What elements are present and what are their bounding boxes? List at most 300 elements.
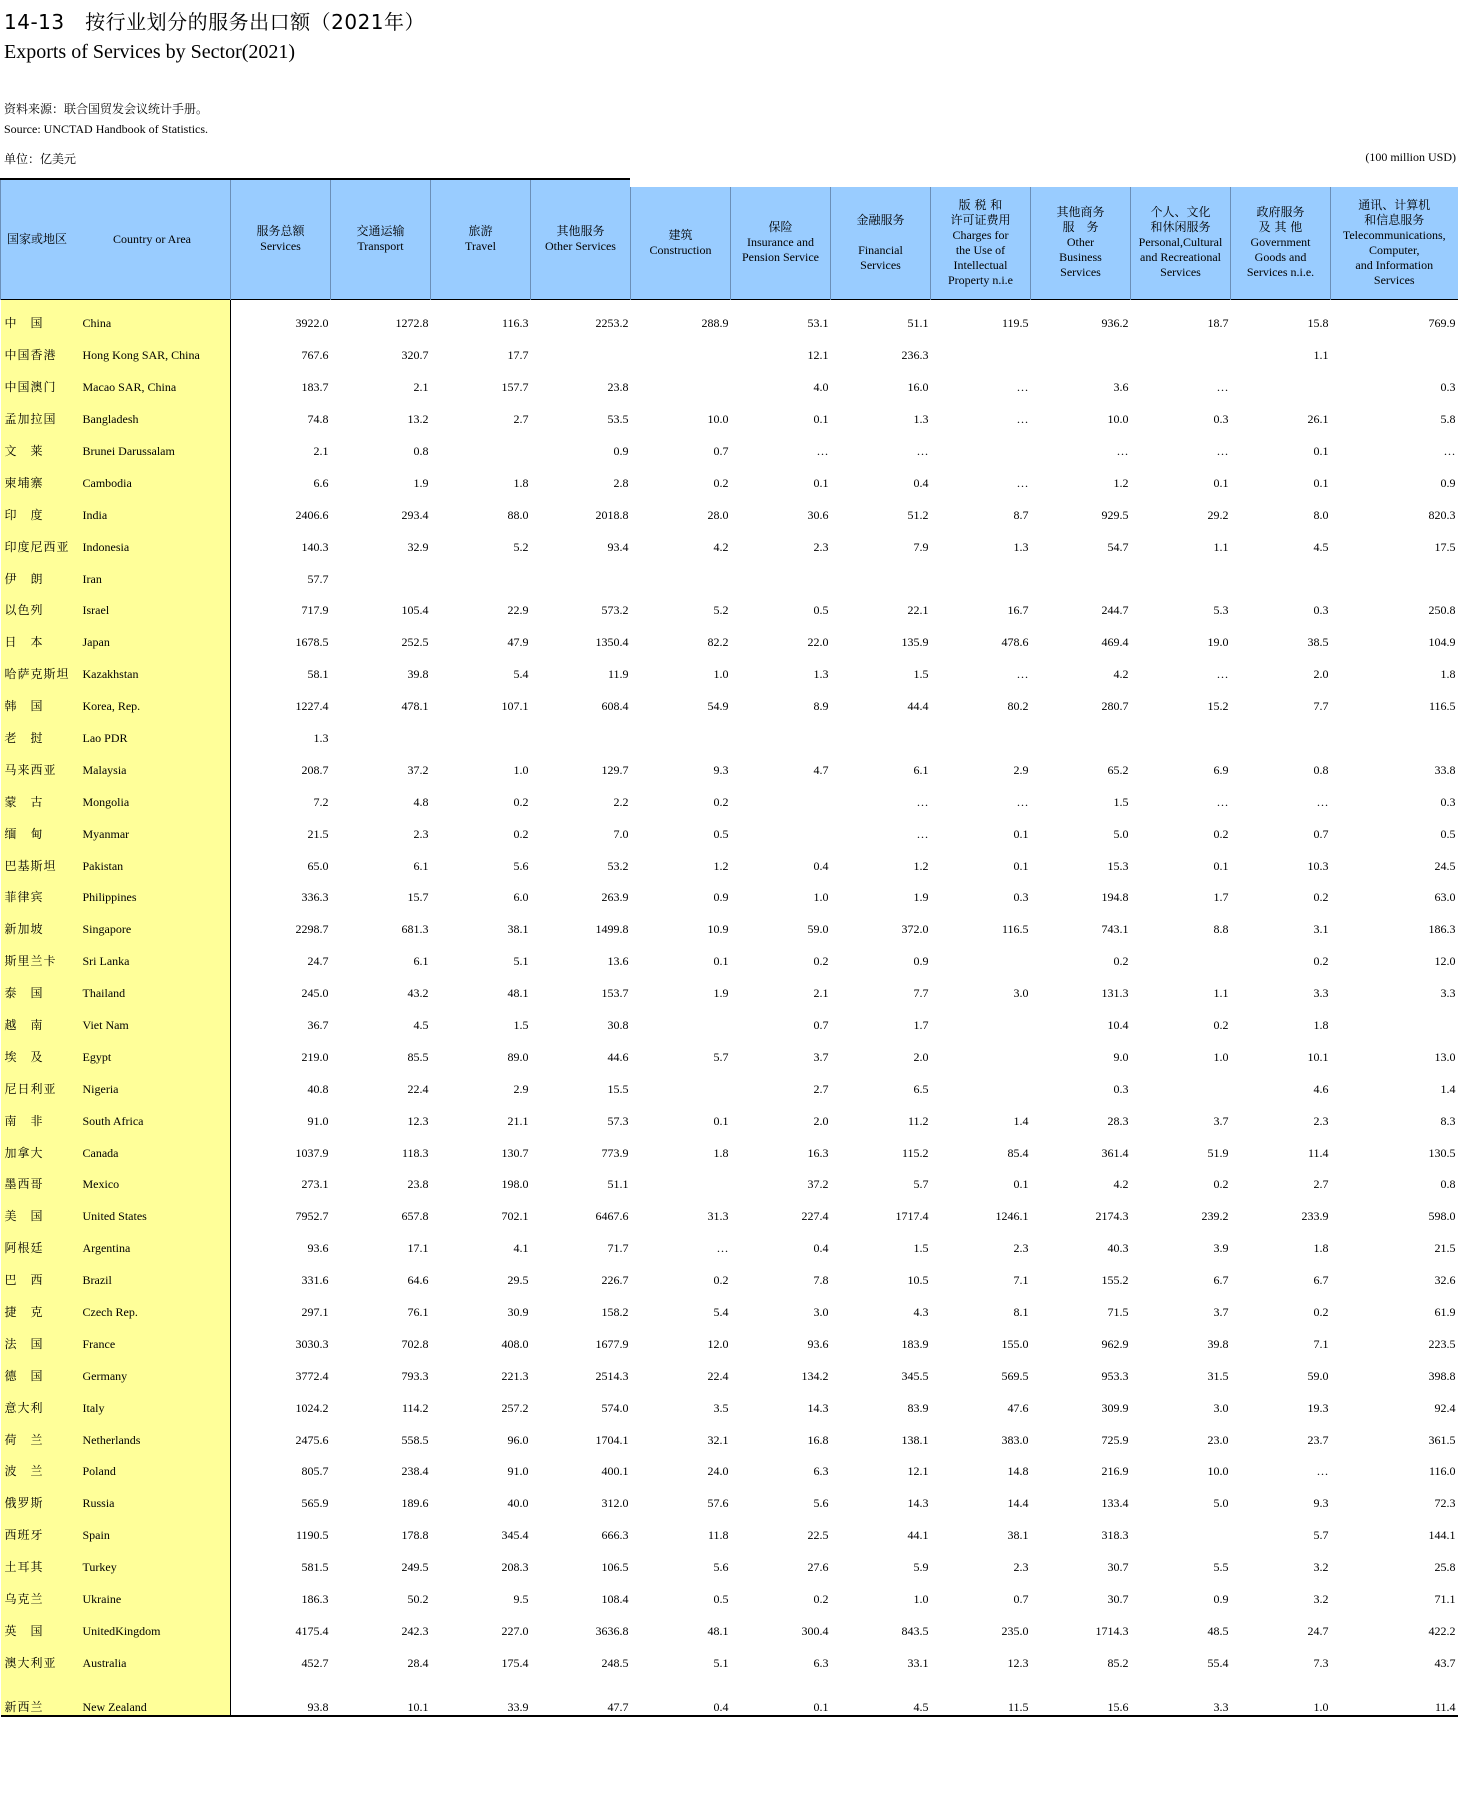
value-cell: 15.5 (607, 1081, 629, 1096)
table-row (1, 1161, 1458, 1193)
value-cell: 51.1 (907, 316, 929, 331)
value-cell: 0.2 (513, 794, 529, 809)
value-cell: 769.9 (1428, 316, 1456, 331)
value-cell: 93.8 (307, 1699, 329, 1714)
value-cell: 5.9 (913, 1560, 929, 1575)
country-cell (1, 969, 231, 1001)
value-cell (731, 555, 831, 587)
value-cell: 478.6 (1001, 635, 1029, 650)
value-cell (1031, 555, 1131, 587)
value-cell: 5.2 (513, 539, 529, 554)
value-cell: 3.2 (1313, 1592, 1329, 1607)
value-cell: 1.2 (913, 858, 929, 873)
value-cell: 3.5 (713, 1400, 729, 1415)
value-cell: … (1216, 667, 1229, 682)
country-cell (1, 810, 231, 842)
table-row (1, 459, 1458, 491)
value-cell: 4175.4 (295, 1623, 329, 1638)
country-name-en: Egypt (82, 1049, 112, 1064)
value-cell: 1.3 (813, 667, 829, 682)
value-cell: 6.0 (513, 890, 529, 905)
country-cell (1, 491, 231, 523)
value-cell: 0.2 (1313, 1305, 1329, 1319)
value-cell (1231, 555, 1331, 587)
value-cell: 10.5 (907, 1273, 929, 1288)
value-cell: 30.7 (1107, 1592, 1129, 1607)
country-cell (1, 1639, 231, 1671)
value-cell: 478.1 (401, 699, 429, 714)
value-cell: 1677.9 (595, 1336, 629, 1351)
country-name-en: Spain (82, 1528, 110, 1543)
country-name-en: Israel (82, 603, 110, 618)
value-cell (631, 1161, 731, 1193)
header-col-12-line: and Information (1355, 257, 1434, 272)
value-cell: 31.3 (707, 1209, 729, 1224)
value-cell: 2.3 (1013, 1241, 1029, 1256)
value-cell: 0.3 (1013, 890, 1029, 905)
value-cell: 6.3 (813, 1464, 829, 1479)
value-cell: 0.1 (813, 412, 829, 427)
value-cell: 12.3 (1007, 1655, 1029, 1670)
country-cell (1, 650, 231, 682)
value-cell (931, 1065, 1031, 1097)
value-cell (1131, 331, 1231, 363)
header-col-1-line: 服务总额 (256, 224, 305, 239)
value-cell (1331, 1001, 1458, 1033)
value-cell: 1.0 (1313, 1699, 1329, 1714)
country-cell (1, 746, 231, 778)
value-cell: 1.1 (1213, 986, 1229, 1001)
value-cell: 398.8 (1428, 1368, 1456, 1383)
country-name-cn: 西班牙 (4, 1528, 44, 1543)
header-col-3-line: 旅游 (468, 224, 493, 239)
table-row (1, 1129, 1458, 1161)
value-cell (1131, 937, 1231, 969)
value-cell: … (1316, 794, 1329, 809)
table-row (1, 1097, 1458, 1129)
value-cell: 235.0 (1001, 1623, 1029, 1638)
value-cell: 331.6 (301, 1273, 329, 1288)
table-row (1, 842, 1458, 874)
country-name-cn: 巴基斯坦 (4, 858, 57, 873)
value-cell: 361.4 (1101, 1145, 1129, 1160)
country-cell (1, 1448, 231, 1480)
value-cell: 0.2 (813, 954, 829, 969)
country-cell (1, 1416, 231, 1448)
value-cell (531, 555, 631, 587)
value-cell: 3.0 (1013, 986, 1029, 1001)
value-cell: 773.9 (601, 1145, 629, 1160)
header-col-7-line: 金融服务 (856, 212, 905, 227)
country-name-cn: 俄罗斯 (4, 1496, 44, 1511)
value-cell: 805.7 (301, 1464, 329, 1479)
value-cell: 5.5 (1213, 1560, 1229, 1575)
value-cell: 16.8 (807, 1432, 829, 1447)
country-name-cn: 荷 兰 (4, 1432, 44, 1447)
value-cell: 30.6 (807, 507, 829, 522)
value-cell: 0.2 (713, 1273, 729, 1288)
value-cell: 54.9 (707, 699, 729, 714)
value-cell: 17.5 (1434, 539, 1456, 554)
source-en: Source: UNCTAD Handbook of Statistics. (4, 122, 209, 136)
value-cell: 9.0 (1113, 1049, 1129, 1064)
value-cell: 962.9 (1101, 1336, 1129, 1351)
value-cell: 0.9 (713, 890, 729, 905)
value-cell: 82.2 (707, 635, 729, 650)
value-cell: … (1016, 412, 1029, 427)
header-col-9-line: Other (1066, 235, 1095, 250)
table-row (1, 1416, 1458, 1448)
table-row (1, 1575, 1458, 1607)
value-cell: 5.1 (513, 954, 529, 969)
value-cell: 17.7 (507, 348, 529, 363)
value-cell: 2.0 (1313, 667, 1329, 682)
country-cell (1, 1001, 231, 1033)
value-cell: 0.8 (413, 443, 429, 458)
value-cell: 6.1 (413, 858, 429, 873)
value-cell: 573.2 (601, 603, 629, 618)
value-cell: 11.9 (607, 667, 629, 682)
country-cell (1, 1671, 231, 1716)
country-name-cn: 澳大利亚 (4, 1655, 57, 1670)
value-cell: 119.5 (1001, 316, 1029, 331)
value-cell: 22.1 (907, 603, 929, 618)
country-cell (1, 1288, 231, 1320)
value-cell: 0.7 (1313, 826, 1329, 841)
value-cell: 3030.3 (295, 1336, 329, 1351)
value-cell: 15.7 (407, 890, 429, 905)
country-name-en: Thailand (82, 986, 126, 1001)
value-cell: 28.0 (707, 507, 729, 522)
header-col-7-line: Financial (858, 242, 903, 257)
table-row (1, 778, 1458, 810)
value-cell: 93.6 (307, 1241, 329, 1256)
value-cell: 5.0 (1213, 1496, 1229, 1511)
table-row (1, 969, 1458, 1001)
value-cell: 44.1 (907, 1528, 929, 1543)
value-cell: 1.7 (913, 1017, 929, 1032)
value-cell: 22.5 (807, 1528, 829, 1543)
value-cell: 2.3 (413, 826, 429, 841)
value-cell: 345.4 (501, 1528, 529, 1543)
value-cell: 0.1 (713, 954, 729, 969)
value-cell: 21.1 (507, 1113, 529, 1128)
value-cell: 8.9 (813, 699, 829, 714)
value-cell: … (916, 443, 929, 458)
value-cell: 681.3 (401, 922, 429, 937)
value-cell: 219.0 (301, 1049, 329, 1064)
header-col-6-line: 保险 (768, 220, 793, 235)
country-name-cn: 乌克兰 (4, 1592, 44, 1607)
value-cell: 108.4 (601, 1592, 629, 1607)
country-name-en: Argentina (82, 1241, 131, 1256)
header-col-1-line: Services (260, 239, 301, 254)
value-cell: 318.3 (1101, 1528, 1129, 1543)
country-name-cn: 斯里兰卡 (4, 954, 57, 969)
value-cell (1331, 555, 1458, 587)
value-cell: 1.8 (1313, 1017, 1329, 1032)
value-cell: 6.9 (1213, 762, 1229, 777)
country-name-cn: 意大利 (4, 1400, 44, 1415)
table-row (1, 905, 1458, 937)
value-cell: 843.5 (901, 1623, 929, 1638)
header-col-9 (1031, 179, 1131, 299)
value-cell: 4.5 (1313, 539, 1329, 554)
value-cell: 2514.3 (595, 1368, 629, 1383)
value-cell: 10.4 (1107, 1017, 1129, 1032)
country-cell (1, 1479, 231, 1511)
value-cell: 1.8 (513, 475, 529, 490)
header-col-5-line: 建筑 (668, 227, 693, 242)
country-cell (1, 395, 231, 427)
value-cell: 0.3 (1313, 603, 1329, 618)
country-cell (1, 1129, 231, 1161)
table-row (1, 937, 1458, 969)
value-cell (431, 427, 531, 459)
header-col-8-line: 许可证费用 (950, 212, 1011, 227)
value-cell: 8.8 (1213, 922, 1229, 937)
header-col-12-line: 和信息服务 (1364, 212, 1425, 227)
country-name-cn: 蒙 古 (4, 794, 44, 809)
value-cell: 1.1 (1313, 348, 1329, 363)
country-cell (1, 842, 231, 874)
value-cell: 59.0 (807, 922, 829, 937)
country-name-cn: 南 非 (4, 1113, 44, 1128)
country-name-cn: 尼日利亚 (4, 1081, 57, 1096)
value-cell: 297.1 (301, 1305, 329, 1319)
country-name-cn: 老 挝 (4, 730, 44, 745)
value-cell: 21.5 (1434, 1241, 1456, 1256)
country-name-en: Mongolia (82, 794, 130, 809)
value-cell: 3.0 (813, 1305, 829, 1319)
value-cell: 1024.2 (295, 1400, 329, 1415)
value-cell: 183.9 (901, 1336, 929, 1351)
value-cell: 273.1 (301, 1177, 329, 1192)
value-cell: … (1016, 667, 1029, 682)
value-cell: 0.1 (1313, 475, 1329, 490)
header-col-11-line: Government (1250, 235, 1311, 250)
country-name-cn: 巴 西 (4, 1273, 44, 1288)
value-cell: 574.0 (601, 1400, 629, 1415)
value-cell: 57.3 (607, 1113, 629, 1128)
value-cell: 130.7 (501, 1145, 529, 1160)
value-cell: 134.2 (801, 1368, 829, 1383)
value-cell: 93.6 (807, 1336, 829, 1351)
country-cell (1, 1065, 231, 1097)
value-cell: 7.3 (1313, 1655, 1329, 1670)
country-name-cn: 新加坡 (4, 922, 44, 937)
country-cell (1, 874, 231, 906)
value-cell: 1.3 (1013, 539, 1029, 554)
value-cell: … (1216, 443, 1229, 458)
value-cell: 5.2 (713, 603, 729, 618)
value-cell: 129.7 (601, 762, 629, 777)
value-cell: 53.5 (607, 412, 629, 427)
table-row (1, 555, 1458, 587)
value-cell: 43.7 (1434, 1655, 1456, 1670)
header-col-10-line: and Recreational (1140, 250, 1221, 265)
value-cell: … (1016, 380, 1029, 395)
value-cell: 18.7 (1207, 316, 1229, 331)
value-cell: 5.4 (513, 667, 529, 682)
value-cell: 3.7 (813, 1049, 829, 1064)
header-col-5-line: Construction (649, 242, 712, 257)
value-cell: 51.9 (1207, 1145, 1229, 1160)
country-cell (1, 1256, 231, 1288)
value-cell: 43.2 (407, 986, 429, 1001)
header-country-cn: 国家或地区 (7, 231, 68, 246)
country-name-cn: 波 兰 (4, 1464, 44, 1479)
value-cell: 598.0 (1428, 1209, 1456, 1224)
header-col-10-line: 个人、文化 (1150, 205, 1211, 220)
value-cell (931, 1001, 1031, 1033)
value-cell: 17.1 (407, 1241, 429, 1256)
value-cell: 4.3 (913, 1305, 929, 1319)
value-cell: 0.1 (1213, 858, 1229, 873)
value-cell: 64.6 (407, 1273, 429, 1288)
value-cell: 115.2 (901, 1145, 929, 1160)
value-cell: 1499.8 (595, 922, 629, 937)
value-cell: … (816, 443, 829, 458)
country-name-en: Germany (82, 1368, 128, 1383)
value-cell: 0.1 (1213, 475, 1229, 490)
value-cell (931, 427, 1031, 459)
value-cell: 71.1 (1434, 1592, 1456, 1607)
value-cell: 0.2 (1113, 954, 1129, 969)
country-cell (1, 459, 231, 491)
table-row (1, 810, 1458, 842)
value-cell: 10.0 (707, 412, 729, 427)
country-name-en: Hong Kong SAR, China (82, 348, 200, 363)
value-cell: 2174.3 (1095, 1209, 1129, 1224)
table-row (1, 1352, 1458, 1384)
value-cell: 0.3 (1440, 794, 1456, 809)
value-cell: 0.2 (713, 794, 729, 809)
value-cell: 1.5 (913, 1241, 929, 1256)
value-cell: 0.9 (913, 954, 929, 969)
value-cell: 383.0 (1001, 1432, 1029, 1447)
table-row (1, 363, 1458, 395)
value-cell: 1246.1 (995, 1209, 1029, 1224)
country-name-en: Viet Nam (82, 1017, 129, 1032)
value-cell: 93.4 (607, 539, 629, 554)
country-name-en: Canada (82, 1145, 119, 1160)
header-col-8-line: 版 税 和 (958, 197, 1003, 212)
value-cell (931, 714, 1031, 746)
header-col-10-line: 和休闲服务 (1150, 220, 1211, 235)
value-cell: 717.9 (301, 603, 329, 618)
value-cell: 14.3 (907, 1496, 929, 1511)
value-cell: 118.3 (401, 1145, 429, 1160)
country-cell (1, 1224, 231, 1256)
country-name-cn: 法 国 (4, 1336, 44, 1351)
value-cell: 22.4 (407, 1081, 429, 1096)
table-row (1, 427, 1458, 459)
value-cell: 38.1 (507, 922, 529, 937)
value-cell: 44.6 (607, 1049, 629, 1064)
header-col-6-line: Pension Service (742, 250, 819, 265)
value-cell (1331, 714, 1458, 746)
value-cell: 4.2 (1113, 1177, 1129, 1192)
country-name-cn: 中国香港 (4, 348, 57, 363)
value-cell: 91.0 (507, 1464, 529, 1479)
value-cell: 1.9 (413, 475, 429, 490)
header-col-9-line: Business (1059, 250, 1102, 265)
value-cell: 10.0 (1107, 412, 1129, 427)
country-name-cn: 印 度 (4, 507, 44, 522)
value-cell: 6.7 (1213, 1273, 1229, 1288)
value-cell (931, 937, 1031, 969)
header-col-7 (831, 179, 931, 299)
country-name-cn: 墨西哥 (4, 1177, 44, 1192)
header-col-4 (531, 179, 631, 299)
value-cell: 0.3 (1113, 1081, 1129, 1096)
value-cell: 361.5 (1428, 1432, 1456, 1447)
value-cell: 312.0 (601, 1496, 629, 1511)
value-cell: 4.5 (413, 1017, 429, 1032)
table-row (1, 1543, 1458, 1575)
value-cell: 37.2 (807, 1177, 829, 1192)
value-cell: 104.9 (1428, 635, 1456, 650)
value-cell (731, 810, 831, 842)
value-cell: 23.7 (1307, 1432, 1329, 1447)
value-cell: 3.7 (1213, 1113, 1229, 1128)
value-cell: 3.0 (1213, 1400, 1229, 1415)
country-name-cn: 埃 及 (4, 1049, 44, 1064)
value-cell: 51.2 (907, 507, 929, 522)
header-col-10 (1131, 179, 1231, 299)
value-cell: 135.9 (901, 635, 929, 650)
value-cell: 250.8 (1428, 603, 1456, 618)
header-col-12-line: 通讯、计算机 (1358, 197, 1431, 212)
value-cell: 12.0 (707, 1336, 729, 1351)
value-cell: 32.1 (707, 1432, 729, 1447)
value-cell: 1717.4 (895, 1209, 929, 1224)
value-cell: 1.5 (913, 667, 929, 682)
value-cell: 208.3 (501, 1560, 529, 1575)
value-cell: 1.5 (1113, 794, 1129, 809)
country-name-en: Philippines (82, 890, 137, 905)
country-cell (1, 905, 231, 937)
value-cell: 40.3 (1107, 1241, 1129, 1256)
value-cell: 14.8 (1007, 1464, 1029, 1479)
country-cell (1, 1033, 231, 1065)
value-cell: 4.6 (1313, 1081, 1329, 1096)
country-name-en: Indonesia (82, 539, 130, 554)
value-cell: 39.8 (1207, 1336, 1229, 1351)
country-name-cn: 哈萨克斯坦 (4, 667, 70, 682)
header-col-10-line: Services (1160, 265, 1201, 280)
value-cell: 24.5 (1434, 858, 1456, 873)
header-col-8-line: Property n.i.e (948, 272, 1013, 287)
value-cell: 452.7 (301, 1655, 329, 1670)
country-name-en: China (82, 316, 112, 331)
value-cell: 252.5 (401, 635, 429, 650)
value-cell: 40.0 (507, 1496, 529, 1511)
value-cell: 6.7 (1313, 1273, 1329, 1288)
value-cell: 280.7 (1101, 699, 1129, 714)
header-col-8-line: Charges for (952, 227, 1009, 242)
value-cell: 27.6 (807, 1560, 829, 1575)
value-cell: 22.4 (707, 1368, 729, 1383)
country-cell (1, 427, 231, 459)
header-col-7-line: Services (860, 257, 901, 272)
header-col-2 (331, 179, 431, 299)
services-exports-table (0, 171, 1458, 1717)
table-row (1, 746, 1458, 778)
unit-en: (100 million USD) (1365, 150, 1456, 164)
value-cell (631, 331, 731, 363)
